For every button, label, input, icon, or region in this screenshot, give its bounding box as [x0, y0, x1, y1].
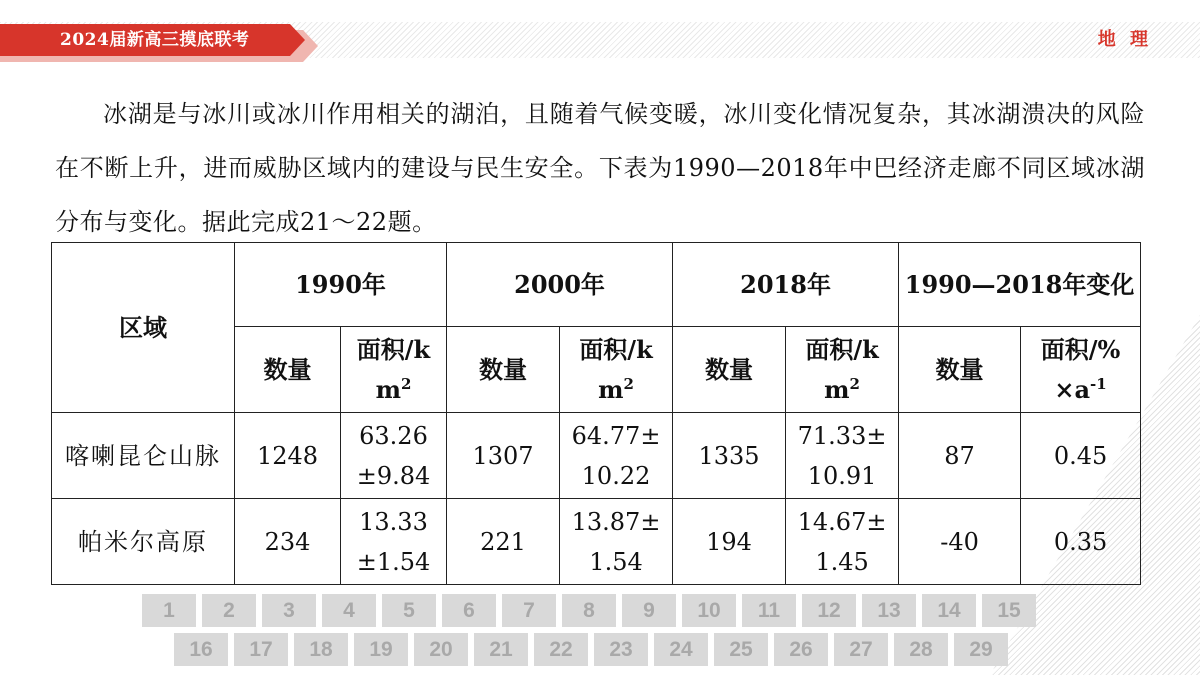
question-nav-button[interactable]: 27: [834, 633, 888, 666]
question-nav-button[interactable]: 15: [982, 594, 1036, 627]
table-row: [52, 413, 1141, 499]
area-cell: 71.33± 10.91: [786, 413, 899, 499]
question-nav-button[interactable]: 11: [742, 594, 796, 627]
question-nav-button[interactable]: 8: [562, 594, 616, 627]
area-cell: 14.67± 1.45: [786, 499, 899, 585]
area-cell: 13.87± 1.54: [560, 499, 673, 585]
region-cell: 喀喇昆仑山脉: [52, 413, 235, 499]
area-cell: 63.26 ±9.84: [341, 413, 447, 499]
question-nav-button[interactable]: 6: [442, 594, 496, 627]
area-header: 面积/k $m^2$: [786, 327, 899, 413]
question-nav-button[interactable]: 3: [262, 594, 316, 627]
count-header: 数量: [899, 327, 1021, 413]
year-header-1990: 1990年: [235, 243, 447, 327]
area-header: 面积/k $m^2$: [560, 327, 673, 413]
question-nav-button[interactable]: 5: [382, 594, 436, 627]
question-nav-button[interactable]: 24: [654, 633, 708, 666]
count-header: 数量: [447, 327, 560, 413]
question-nav-button[interactable]: 19: [354, 633, 408, 666]
region-header: 区域: [52, 243, 235, 413]
question-nav-button[interactable]: 13: [862, 594, 916, 627]
area-change-cell: 0.35: [1021, 499, 1141, 585]
year-header-2000: 2000年: [447, 243, 673, 327]
question-nav-row: [142, 594, 1036, 627]
question-nav-button[interactable]: 1: [142, 594, 196, 627]
question-nav-button[interactable]: 23: [594, 633, 648, 666]
question-nav-button[interactable]: 21: [474, 633, 528, 666]
question-nav-button[interactable]: 2: [202, 594, 256, 627]
count-change-cell: 87: [899, 413, 1021, 499]
question-nav-button[interactable]: 10: [682, 594, 736, 627]
count-header: 数量: [673, 327, 786, 413]
count-header: 数量: [235, 327, 341, 413]
change-header: 1990—2018年变化: [899, 243, 1141, 327]
change-area-header: 面积/% $\times a^{-1}$: [1021, 327, 1141, 413]
glacier-lake-table: [51, 242, 1141, 585]
year-header-2018: 2018年: [673, 243, 899, 327]
question-nav-button[interactable]: 16: [174, 633, 228, 666]
question-nav-button[interactable]: 25: [714, 633, 768, 666]
area-change-cell: 0.45: [1021, 413, 1141, 499]
table-row: [52, 499, 1141, 585]
count-cell: 194: [673, 499, 786, 585]
count-cell: 1335: [673, 413, 786, 499]
question-nav-button[interactable]: 20: [414, 633, 468, 666]
question-nav-button[interactable]: 18: [294, 633, 348, 666]
count-cell: 1248: [235, 413, 341, 499]
question-nav-button[interactable]: 4: [322, 594, 376, 627]
question-nav-button[interactable]: 14: [922, 594, 976, 627]
count-cell: 1307: [447, 413, 560, 499]
count-change-cell: -40: [899, 499, 1021, 585]
question-nav-button[interactable]: 17: [234, 633, 288, 666]
question-nav: [142, 594, 1036, 666]
question-nav-button[interactable]: 9: [622, 594, 676, 627]
exam-title: 2024届新高三摸底联考: [60, 30, 250, 50]
region-cell: 帕米尔高原: [52, 499, 235, 585]
question-nav-row: [174, 633, 1036, 666]
area-cell: 13.33 ±1.54: [341, 499, 447, 585]
question-nav-button[interactable]: 29: [954, 633, 1008, 666]
question-nav-button[interactable]: 12: [802, 594, 856, 627]
question-nav-button[interactable]: 22: [534, 633, 588, 666]
subject-label: 地 理: [1097, 29, 1152, 50]
question-nav-button[interactable]: 26: [774, 633, 828, 666]
question-nav-button[interactable]: 28: [894, 633, 948, 666]
count-cell: 234: [235, 499, 341, 585]
area-header: 面积/k $m^2$: [341, 327, 447, 413]
area-cell: 64.77± 10.22: [560, 413, 673, 499]
question-intro-text: 冰湖是与冰川或冰川作用相关的湖泊，且随着气候变暖，冰川变化情况复杂，其冰湖溃决的风险在不断上升，进而威胁区域内的建设与民生安全。下表为1990—2018年中巴经济走廊不同区域冰湖分布与变化。据此完成21～22题。: [55, 100, 1145, 236]
question-nav-button[interactable]: 7: [502, 594, 556, 627]
count-cell: 221: [447, 499, 560, 585]
